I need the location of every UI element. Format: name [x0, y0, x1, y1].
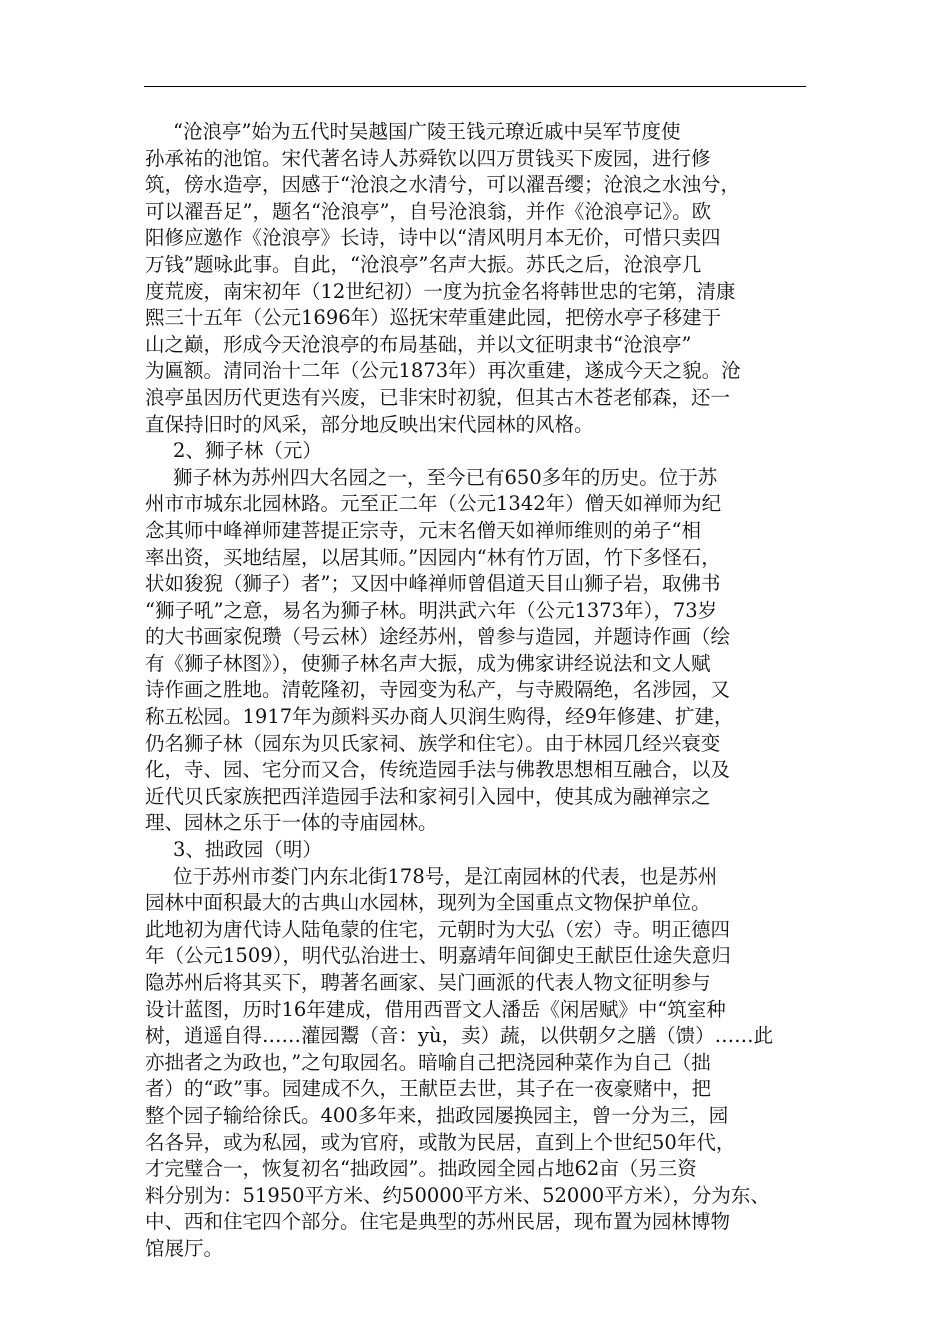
paragraph-line: 位于苏州市娄门内东北街178号，是江南园林的代表，也是苏州	[173, 864, 718, 888]
paragraph-line: 狮子林为苏州四大名园之一，至今已有650多年的历史。位于苏	[173, 465, 718, 489]
paragraph-line: 直保持旧时的风采，部分地反映出宋代园林的风格。	[145, 412, 594, 436]
paragraph-line: 度荒废，南宋初年（12世纪初）一度为抗金名将韩世忠的宅第，清康	[145, 279, 736, 303]
paragraph-line: 孙承祐的池馆。宋代著名诗人苏舜钦以四万贯钱买下废园，进行修	[145, 146, 711, 170]
paragraph-line: 者）的“政”事。园建成不久，王献臣去世，其子在一夜豪赌中，把	[145, 1077, 711, 1101]
paragraph-line: “沧浪亭”始为五代时吴越国广陵王钱元璙近戚中吴军节度使	[173, 120, 681, 143]
paragraph-line: 整个园子输给徐氏。400多年来，拙政园屡换园主，曾一分为三，园	[145, 1103, 729, 1127]
paragraph-line: 亦拙者之为政也，”之句取园名。暗喻自己把浇园种菜作为自己（拙	[145, 1050, 711, 1074]
paragraph-line: 称五松园。1917年为颜料买办商人贝润生购得，经9年修建、扩建，	[145, 705, 734, 729]
paragraph-line: 万钱”题咏此事。自此，“沧浪亭”名声大振。苏氏之后，沧浪亭几	[145, 252, 702, 276]
paragraph-line: 山之巅，形成今天沧浪亭的布局基础，并以文征明隶书“沧浪亭”	[145, 332, 692, 356]
paragraph-line: 化，寺、园、宅分而又合，传统造园手法与佛教思想相互融合，以及	[145, 758, 731, 782]
paragraph-line: 名各异，或为私园，或为官府，或散为民居，直到上个世纪50年代，	[145, 1130, 736, 1154]
paragraph-line: 浪亭虽因历代更迭有兴废，已非宋时初貌，但其古木苍老郁森，还一	[145, 385, 731, 409]
paragraph-line: 筑，傍水造亭，因感于“沧浪之水清兮，可以濯吾缨；沧浪之水浊兮，	[145, 173, 740, 197]
paragraph-line: 念其师中峰禅师建菩提正宗寺，元末名僧天如禅师维则的弟子“相	[145, 518, 701, 542]
body-text	[145, 119, 807, 1263]
header-rule	[144, 86, 806, 87]
paragraph-line: 近代贝氏家族把西洋造园手法和家祠引入园中，使其成为融禅宗之	[145, 784, 711, 808]
paragraph-line: 仍名狮子林（园东为贝氏家祠、族学和住宅）。由于林园几经兴衰变	[145, 731, 721, 755]
section-heading: 3、拙政园（明）	[173, 838, 322, 862]
paragraph-line: 的大书画家倪瓒（号云林）途经苏州，曾参与造园，并题诗作画（绘	[145, 625, 731, 649]
paragraph-line: 熙三十五年（公元1696年）巡抚宋荦重建此园，把傍水亭子移建于	[145, 306, 722, 330]
paragraph-line: 诗作画之胜地。清乾隆初，寺园变为私产，与寺殿隔绝，名涉园，又	[145, 678, 731, 702]
paragraph-line: 此地初为唐代诗人陆龟蒙的住宅，元朝时为大弘（宏）寺。明正德四	[145, 917, 731, 941]
paragraph-line: 年（公元1509），明代弘治进士、明嘉靖年间御史王献臣仕途失意归	[145, 944, 731, 968]
paragraph-line: 有《狮子林图》），使狮子林名声大振，成为佛家讲经说法和文人赋	[145, 651, 711, 675]
section-heading: 2、狮子林（元）	[173, 439, 322, 463]
paragraph-line: 园林中面积最大的古典山水园林，现列为全国重点文物保护单位。	[145, 891, 711, 915]
paragraph-line: 中、西和住宅四个部分。住宅是典型的苏州民居，现布置为园林博物	[145, 1210, 731, 1234]
paragraph-line: 可以濯吾足”，题名“沧浪亭”，自号沧浪翁，并作《沧浪亭记》。欧	[145, 199, 712, 223]
paragraph-line: 料分别为：51950平方米、约50000平方米、52000平方米），分为东、	[145, 1183, 770, 1207]
paragraph-line: 馆展厅。	[145, 1236, 224, 1260]
paragraph-line: 理、园林之乐于一体的寺庙园林。	[145, 811, 438, 835]
paragraph-line: 州市市城东北园林路。元至正二年（公元1342年）僧天如禅师为纪	[145, 492, 722, 516]
paragraph-line: 隐苏州后将其买下，聘著名画家、吴门画派的代表人物文征明参与	[145, 971, 711, 994]
paragraph-line: 才完璧合一，恢复初名“拙政园”。拙政园全园占地62亩（另三资	[145, 1157, 697, 1181]
paragraph-line: 阳修应邀作《沧浪亭》长诗，诗中以“清风明月本无价，可惜只卖四	[145, 226, 721, 250]
paragraph-line: 状如狻猊（狮子）者”；又因中峰禅师曾倡道天目山狮子岩，取佛书	[145, 572, 721, 596]
paragraph-line: 率出资，买地结屋，以居其师。”因园内“林有竹万固，竹下多怪石，	[145, 545, 721, 569]
paragraph-line: 设计蓝图，历时16年建成，借用西晋文人潘岳《闲居赋》中“筑室种	[145, 997, 726, 1021]
paragraph-line: 为匾额。清同治十二年（公元1873年）再次重建，遂成今天之貌。沧	[145, 359, 741, 383]
paragraph-line: “狮子吼”之意，易名为狮子林。明洪武六年（公元1373年），73岁	[145, 598, 718, 622]
paragraph-line: 树，逍遥自得……灌园鬻（音：yù，卖）蔬，以供朝夕之膳（馈）……此	[145, 1024, 774, 1048]
